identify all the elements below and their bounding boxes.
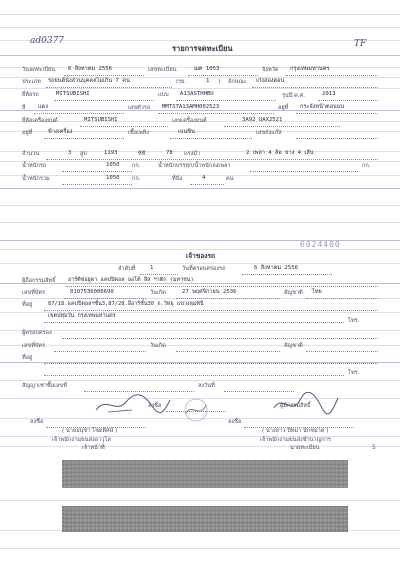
holder-address-label: ที่อยู่ — [22, 355, 33, 361]
address-line-2: เขตปทุมวัน กรุงเทพมหานคร — [48, 313, 116, 319]
body-label: ลักษณะ — [228, 79, 247, 85]
contract-label: สัญญาเช่าซื้อเลขที่ — [22, 383, 67, 389]
holder-nationality-label: สัญชาติ — [284, 343, 303, 349]
faint-serial: 6024400 — [300, 240, 341, 249]
tel-label: โทร. — [348, 318, 360, 324]
plate-label: เลขทะเบียน — [148, 67, 177, 73]
chassis-number: MMTSTA13AMH002523 — [162, 104, 220, 110]
gas-tank-label: เลขถังแก๊ส — [256, 130, 282, 136]
left-signer-name: ( นายอนุชา โชดดิศษ์ ) — [62, 428, 118, 434]
seq-number: 1 — [150, 265, 154, 271]
chassis-location: กระจังหน้าตอนบน — [300, 104, 345, 110]
model-year: 2013 — [322, 91, 336, 97]
plate-number: ฌค 1053 — [194, 66, 220, 72]
right-signer-name: ( นางสาว ปัทมา นักชมาด ) — [262, 428, 329, 434]
body-style: เก๋งสองตอน — [256, 78, 285, 84]
handwritten-ref-left: ad0377 — [30, 36, 65, 46]
page-number: 5 — [372, 444, 376, 451]
cylinders-unit: สูบ — [80, 151, 87, 157]
holder-dob-label: วันเกิด — [150, 343, 166, 349]
load-unit: กก. — [362, 163, 371, 169]
nationality-label: สัญชาติ — [284, 290, 303, 296]
seats: 4 — [202, 175, 206, 181]
engine-brand-label: ยี่ห้อเครื่องยนต์ — [22, 118, 58, 124]
dob: 27 พฤศจิกายน 2536 — [182, 289, 237, 295]
mid-signer-role: ผู้มีกรรมสิทธิ์ — [280, 403, 311, 409]
page-title: รายการจดทะเบียน — [172, 44, 233, 53]
seq-label: ลำดับที่ — [118, 266, 136, 272]
province-label: จังหวัด — [262, 67, 279, 73]
engine-number: 3A92 UAX2521 — [242, 117, 283, 123]
weight-label: น้ำหนักรถ — [22, 163, 47, 169]
hp-unit: แรงม้า — [184, 151, 201, 157]
handwritten-ref-right: TF — [354, 39, 367, 49]
horsepower: 78 — [166, 150, 173, 156]
cylinders: 3 — [68, 150, 72, 156]
gross-weight-label: น้ำหนักรวม — [22, 176, 50, 182]
axles-wheels: 2 เพลา 4 ล้อ ยาง 4 เส้น — [246, 150, 314, 156]
fuel-type: เบนซิน — [178, 129, 195, 135]
owner-name: อาร์ติซอยูดา แคปปิตอล ออโต้ ลีส ฯาติก (มหาชน) — [68, 277, 194, 283]
color: แดง — [38, 104, 48, 110]
gross-weight: 1050 — [106, 175, 120, 181]
left-signer-role-2: เจ้าหน้าที่ — [82, 445, 105, 451]
left-signer-role-1: เจ้าพนักงานขนส่งอาวุโส — [52, 437, 111, 443]
weight: 1050 — [106, 162, 120, 168]
province: กรุงเทพมหานคร — [290, 66, 330, 72]
chassis-rubbing-strip — [62, 460, 348, 488]
chassis-label: เลขตัวรถ — [128, 105, 151, 111]
engine-location-label: อยู่ที่ — [22, 130, 33, 136]
holder-id-label: เลขที่บัตร — [22, 343, 46, 349]
right-signer-role-2: นายทะเบียน — [290, 445, 320, 451]
right-sign-label: ลงชื่อ — [228, 419, 242, 425]
brand: MITSUBISHI — [56, 91, 90, 97]
owner-date: 6 สิงหาคม 2556 — [254, 265, 298, 271]
weight-unit: กก. — [132, 163, 141, 169]
owner-date-label: วันที่ครอบครองรถ — [182, 266, 226, 272]
cc-unit: ซีซี — [138, 151, 146, 157]
address-label: ที่อยู่ — [22, 302, 33, 308]
engine-number-label: เลขเครื่องยนต์ — [172, 118, 207, 124]
fuel-label: เชื้อเพลิง — [128, 130, 149, 136]
reg-date: 6 สิงหาคม 2556 — [68, 66, 112, 72]
brand-label: ยี่ห้อรถ — [22, 92, 39, 98]
owner-stamp-mark — [176, 395, 216, 425]
seats-unit: คน — [226, 176, 234, 182]
id-label: เลขที่บัตร — [22, 290, 46, 296]
left-sign-label: ลงชื่อ — [30, 419, 44, 425]
reg-date-label: วันจดทะเบียน — [22, 67, 56, 73]
holder-tel-label: โทร. — [348, 370, 360, 376]
contract-date-label: ลงวันที่ — [198, 383, 215, 389]
load-label: น้ำหนักบรรทุก/น้ำหนักลงเพลา — [158, 163, 231, 169]
seats-label: ที่นั่ง — [172, 176, 183, 182]
model: A13ASTHHBU — [180, 91, 214, 97]
engine-rubbing-strip — [62, 506, 348, 532]
color-label: สี — [22, 105, 26, 111]
mid-sign-label: ลงชื่อ — [148, 403, 162, 409]
engine-location: ข้างเครื่อง — [48, 129, 73, 135]
owner-section-title: เจ้าของรถ — [186, 252, 216, 260]
model-year-label: รุ่นปี ค.ศ. — [282, 93, 306, 99]
id-number: 0107536000690 — [70, 289, 114, 295]
right-signer-role-1: เจ้าพนักงานขนส่งชำนาญการ — [260, 437, 331, 443]
type-code-close: ) — [218, 79, 221, 85]
dob-label: วันเกิด — [150, 290, 166, 296]
vehicle-type: รถยนต์นั่งส่วนบุคคลไม่เกิน 7 คน — [48, 78, 130, 84]
model-label: แบบ — [158, 92, 169, 98]
holder-label: ผู้ครอบครอง — [22, 330, 52, 336]
gross-weight-unit: กก. — [132, 176, 141, 182]
nationality: ไทย — [312, 289, 322, 295]
engine-brand: MITSUBISHI — [84, 117, 118, 123]
type-code-open: (รย. — [176, 79, 187, 85]
owner-label: ผู้ถือกรรมสิทธิ์ — [22, 278, 56, 284]
chassis-location-label: อยู่ที่ — [278, 105, 289, 111]
type-label: ประเภท — [22, 79, 41, 85]
cylinders-label: จำนวน — [22, 151, 40, 157]
address-line-1: 87/18.แคปปิตอลฯชั้น3,87/28.อีอาร์ชั้น30 ถ.วิทยุ แขวงลุมพินี — [48, 301, 204, 307]
type-code: 1 — [206, 78, 210, 84]
engine-cc: 1193 — [104, 150, 118, 156]
